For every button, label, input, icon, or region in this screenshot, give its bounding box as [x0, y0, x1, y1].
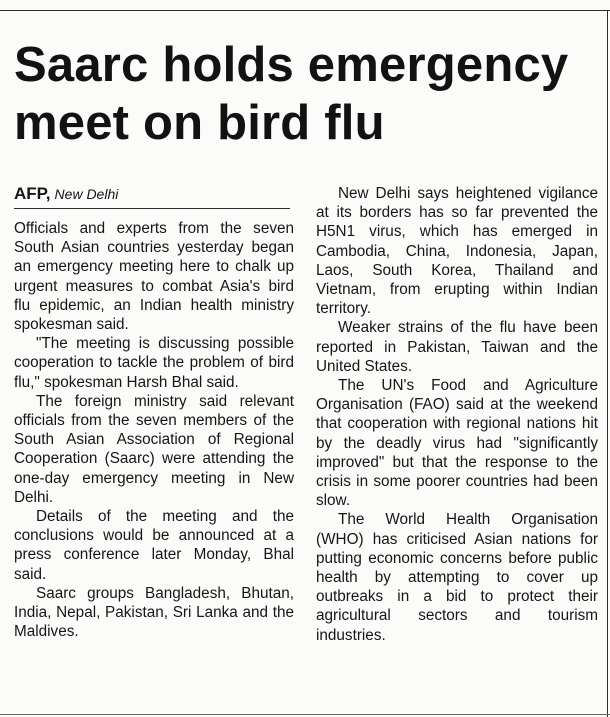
paragraph: Details of the meeting and the conclusions would be announced at a press conference later Monday, Bhal said.	[14, 508, 294, 583]
paragraph: The UN's Food and Agriculture Organisation (FAO) said at the weekend that cooperation with regional nations hit by the deadly virus had "significantly improved" but that the response to the crisis in some poorer countries had been slow.	[316, 377, 598, 510]
paragraph: Saarc groups Bangladesh, Bhutan, India, Nepal, Pakistan, Sri Lanka and the Maldives.	[14, 584, 294, 641]
article-column-right	[316, 184, 598, 645]
top-border-rule	[0, 10, 610, 11]
byline	[14, 184, 290, 209]
paragraph: "The meeting is discussing possible cooperation to tackle the problem of bird flu," spokesman Harsh Bhal said.	[14, 335, 294, 391]
paragraph: Weaker strains of the flu have been reported in Pakistan, Taiwan and the United States.	[316, 319, 598, 375]
byline-place: New Delhi	[54, 186, 119, 202]
headline: Saarc holds emergency meet on bird flu	[14, 38, 569, 150]
right-border-rule	[607, 10, 608, 717]
byline-agency: AFP,	[14, 184, 51, 203]
paragraph: New Delhi says heightened vigilance at its borders has so far prevented the H5N1 virus, which has emerged in Cambodia, China, Indonesia, Japan, Laos, South Korea, Thailand and Vietnam, from erupting within Indian territory.	[316, 185, 598, 318]
bottom-border-rule	[0, 714, 610, 715]
article-column-left	[14, 184, 294, 641]
paragraph: The World Health Organisation (WHO) has criticised Asian nations for putting economic concerns before public health by attempting to cover up outbreaks in a bid to protect their agricultural sectors and tourism industries.	[316, 511, 598, 644]
paragraph: Officials and experts from the seven South Asian countries yesterday began an emergency meeting here to chalk up urgent measures to combat Asia's bird flu epidemic, an Indian health ministry spokesman said.	[14, 220, 294, 334]
paragraph: The foreign ministry said relevant officials from the seven members of the South Asian Association of Regional Cooperation (Saarc) were attending the one-day emergency meeting in New Delhi.	[14, 392, 294, 506]
